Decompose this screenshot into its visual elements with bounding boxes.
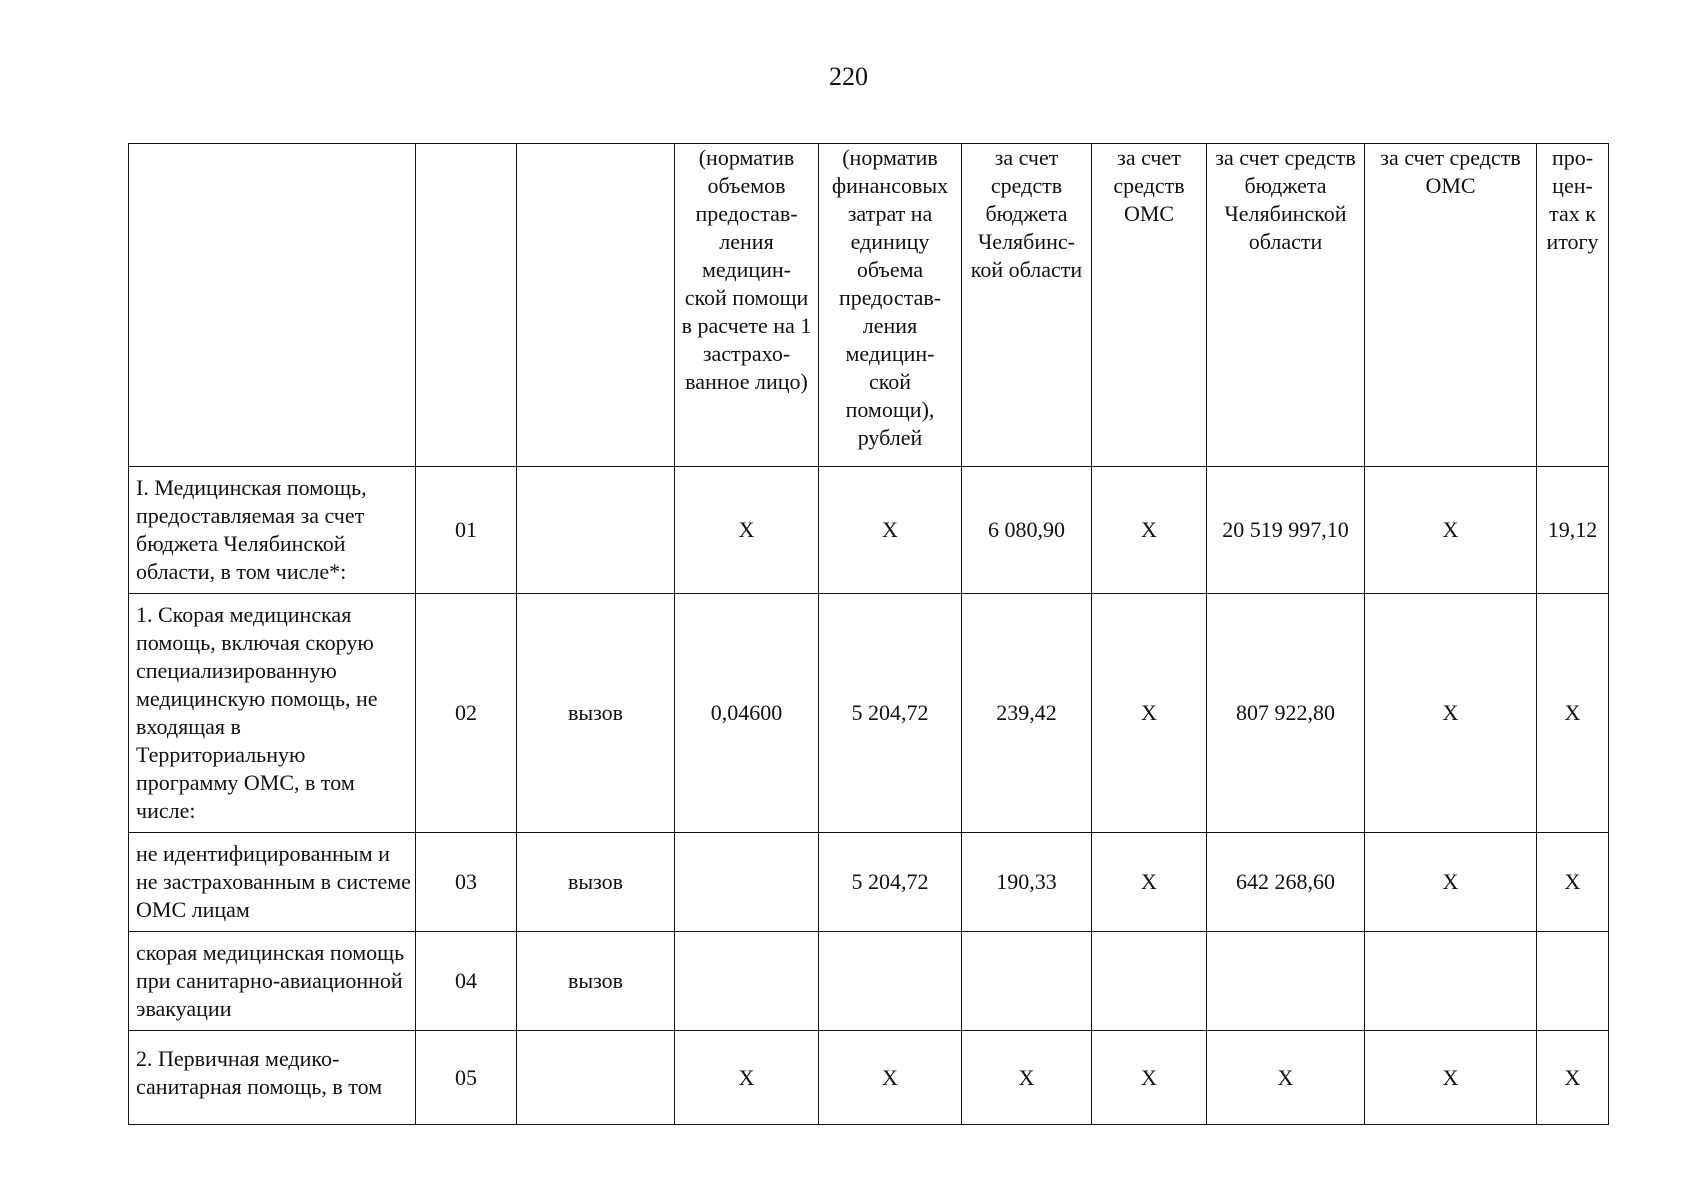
row-total-oms-cell: Х [1365,1031,1537,1125]
row-unit-cell [517,1031,675,1125]
row-name-cell: I. Медицинская помощь, предоставляемая за счет бюджета Челябинской области, в том числе*: [129,467,416,594]
table-row [129,594,1609,833]
row-cost-norm-cell: 5 204,72 [819,833,962,932]
row-code-cell: 01 [416,467,517,594]
header-cell-total-budget: за счет средств бюджета Челябинской области [1207,144,1365,467]
row-percent-cell: 19,12 [1537,467,1609,594]
header-cell-total-oms: за счет средств ОМС [1365,144,1537,467]
row-cost-norm-cell: Х [819,467,962,594]
row-per-capita-budget-cell: Х [962,1031,1092,1125]
row-per-capita-oms-cell: Х [1092,1031,1207,1125]
row-volume-norm-cell [675,932,819,1031]
row-total-oms-cell: Х [1365,594,1537,833]
header-cell-name [129,144,416,467]
row-unit-cell: вызов [517,833,675,932]
row-total-oms-cell: Х [1365,467,1537,594]
row-percent-cell: Х [1537,594,1609,833]
row-total-oms-cell [1365,932,1537,1031]
row-per-capita-budget-cell [962,932,1092,1031]
row-total-budget-cell: 20 519 997,10 [1207,467,1365,594]
row-name-cell: 2. Первичная медико-санитарная помощь, в том [129,1031,416,1125]
row-per-capita-budget-cell: 6 080,90 [962,467,1092,594]
row-volume-norm-cell: Х [675,1031,819,1125]
row-per-capita-budget-cell: 190,33 [962,833,1092,932]
table-header-row [129,144,1609,467]
row-per-capita-oms-cell: Х [1092,833,1207,932]
header-cell-volume-norm: (норматив объемов предостав-ления медицин-ской помощи в расчете на 1 застрахо-ванное лицо) [675,144,819,467]
row-unit-cell [517,467,675,594]
row-code-cell: 03 [416,833,517,932]
row-code-cell: 05 [416,1031,517,1125]
row-code-cell: 02 [416,594,517,833]
table-row [129,1031,1609,1125]
header-cell-per-capita-oms: за счет средств ОМС [1092,144,1207,467]
row-total-budget-cell [1207,932,1365,1031]
row-name-cell: не идентифицированным и не застрахованным в системе ОМС лицам [129,833,416,932]
row-per-capita-oms-cell [1092,932,1207,1031]
row-percent-cell: Х [1537,833,1609,932]
header-cell-percent: про-цен-тах к итогу [1537,144,1609,467]
row-name-cell: 1. Скорая медицинская помощь, включая скорую специализированную медицинскую помощь, не входящая в Территориальную программу ОМС, в том числе: [129,594,416,833]
header-cell-code [416,144,517,467]
row-percent-cell [1537,932,1609,1031]
row-volume-norm-cell [675,833,819,932]
page-number: 220 [829,62,868,91]
header-cell-per-capita-budget: за счет средств бюджета Челябинс-кой области [962,144,1092,467]
row-name-cell: скорая медицинская помощь при санитарно-авиационной эвакуации [129,932,416,1031]
table-row [129,833,1609,932]
row-per-capita-oms-cell: Х [1092,594,1207,833]
table-row [129,467,1609,594]
header-cell-unit [517,144,675,467]
table-row [129,932,1609,1031]
row-per-capita-budget-cell: 239,42 [962,594,1092,833]
row-total-budget-cell: 807 922,80 [1207,594,1365,833]
row-volume-norm-cell: Х [675,467,819,594]
row-total-budget-cell: 642 268,60 [1207,833,1365,932]
row-unit-cell: вызов [517,594,675,833]
row-total-budget-cell: Х [1207,1031,1365,1125]
row-cost-norm-cell [819,932,962,1031]
budget-table [128,143,1609,1125]
row-unit-cell: вызов [517,932,675,1031]
row-cost-norm-cell: Х [819,1031,962,1125]
row-volume-norm-cell: 0,04600 [675,594,819,833]
header-cell-cost-norm: (норматив финансовых затрат на единицу объема предостав-ления медицин-ской помощи), рублей [819,144,962,467]
row-cost-norm-cell: 5 204,72 [819,594,962,833]
row-per-capita-oms-cell: Х [1092,467,1207,594]
row-code-cell: 04 [416,932,517,1031]
row-percent-cell: Х [1537,1031,1609,1125]
row-total-oms-cell: Х [1365,833,1537,932]
